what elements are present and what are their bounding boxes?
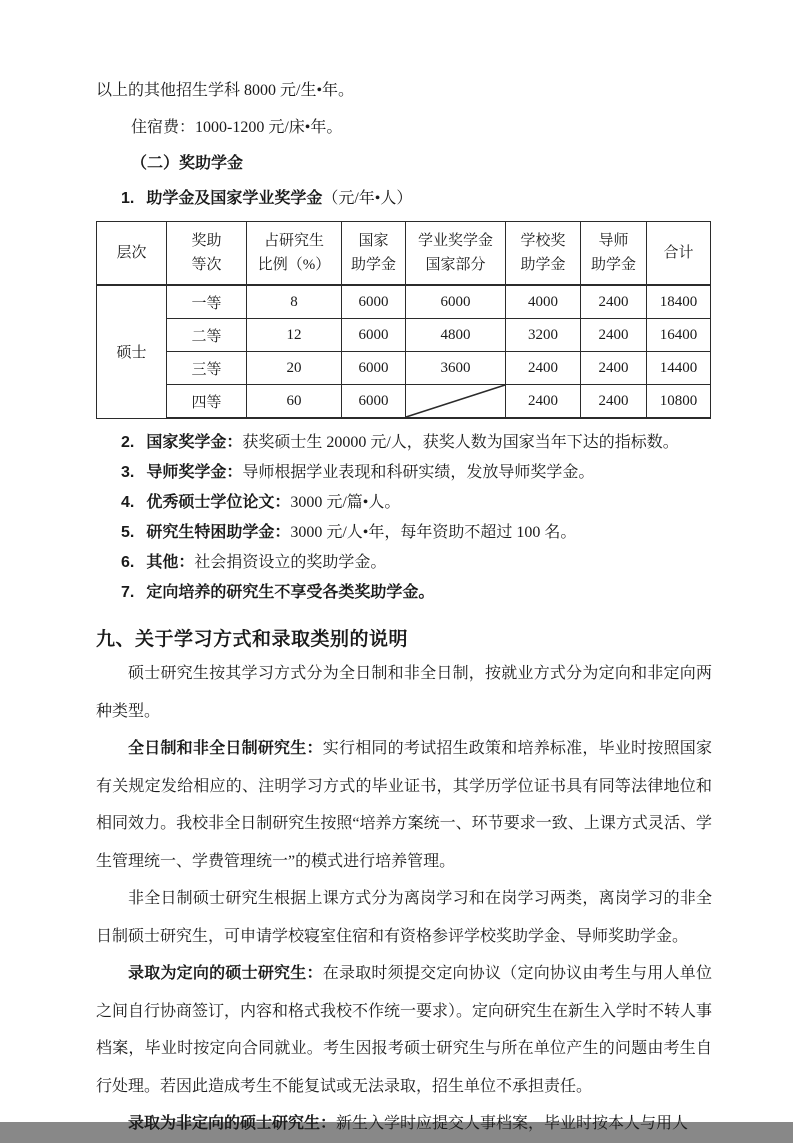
table-row [97,285,711,319]
header-level: 层次 [97,222,167,286]
table-cell: 一等 [167,285,247,319]
table-row [97,385,711,419]
table-cell: 14400 [647,352,711,385]
table-cell: 二等 [167,319,247,352]
diagonal-line [406,385,505,417]
table-cell: 4800 [406,319,506,352]
header-grade: 奖助 等次 [167,222,247,286]
table-cell: 6000 [342,385,406,419]
table-cell: 6000 [342,319,406,352]
table-cell: 60 [247,385,342,419]
table-cell: 4000 [506,285,581,319]
table-cell: 8 [247,285,342,319]
list-item-1-heading [96,184,712,214]
header-national-grant: 国家 助学金 [342,222,406,286]
table-cell: 2400 [581,319,647,352]
paragraph-parttime-classes: 非全日制硕士研究生根据上课方式分为离岗学习和在岗学习两类，离岗学习的非全日制硕士研究生，可申请学校寝室住宿和有资格参评学校奖助学金、导师奖助学金。 [96,890,712,945]
table-cell: 四等 [167,385,247,419]
table-cell: 3600 [406,352,506,385]
intro-line-2: 住宿费：1000-1200 元/床•年。 [131,119,343,136]
scholarship-items-list [96,428,712,608]
list-item-7: 7. 定向培养的研究生不享受各类奖助学金。 [121,584,435,601]
list-item-5: 5. 研究生特困助学金：3000 元/人•年，每年资助不超过 100 名。 [121,524,577,541]
table-row [97,352,711,385]
subsection-heading-scholarships: （二）奖助学金 [131,155,244,172]
table-row [97,319,711,352]
table-cell: 3200 [506,319,581,352]
table-cell: 16400 [647,319,711,352]
header-mentor-grant: 导师 助学金 [581,222,647,286]
cell-group-label: 硕士 [97,285,167,418]
table-cell: 12 [247,319,342,352]
table-cell: 6000 [342,352,406,385]
list-item-3: 3. 导师奖学金：导师根据学业表现和科研实绩，发放导师奖学金。 [121,464,595,481]
paragraph-nondirected-admission: 录取为非定向的硕士研究生：新生入学时应提交人事档案，毕业时按本人与用人 [128,1115,689,1132]
table-cell: 2400 [506,352,581,385]
header-ratio: 占研究生 比例（%） [247,222,342,286]
table-cell: 20 [247,352,342,385]
item-number: 1. [121,190,135,207]
table-cell: 18400 [647,285,711,319]
table-cell-empty-diagonal [406,385,506,419]
paragraph-directed-admission: 录取为定向的硕士研究生：在录取时须提交定向协议（定向协议由考生与用人单位之间自行协商签订，内容和格式我校不作统一要求）。定向研究生在新生入学时不转人事档案，毕业时按定向合同就业。考生因报考硕士研究生与所在单位产生的问题由考生自行处理。若因此造成考生不能复试或无法录取，招生单位不承担责任。 [96,965,713,1095]
header-total: 合计 [647,222,711,286]
intro-line-1: 以上的其他招生学科 8000 元/生•年。 [96,82,355,99]
header-school-grant: 学校奖 助学金 [506,222,581,286]
item-1-unit-note: （元/年•人） [322,190,413,207]
table-header-row [97,222,711,286]
table-cell: 2400 [581,285,647,319]
table-cell: 2400 [581,385,647,419]
item-1-title: 助学金及国家学业奖学金 [146,190,323,207]
paragraph-fulltime-parttime: 全日制和非全日制研究生：实行相同的考试招生政策和培养标准，毕业时按照国家有关规定发给相应的、注明学习方式的毕业证书，其学历学位证书具有同等法律地位和相同效力。我校非全日制研究生按照“培养方案统一、环节要求一致、上课方式灵活、学生管理统一、学费管理统一”的模式进行培养管理。 [96,740,712,870]
table-cell: 2400 [506,385,581,419]
list-item-2: 2. 国家奖学金：获奖硕士生 20000 元/人，获奖人数为国家当年下达的指标数。 [121,434,679,451]
scholarship-table [96,221,711,419]
table-cell: 2400 [581,352,647,385]
list-item-6: 6. 其他：社会捐资设立的奖助学金。 [121,554,387,571]
paragraph-study-modes: 硕士研究生按其学习方式分为全日制和非全日制，按就业方式分为定向和非定向两种类型。 [96,665,712,720]
header-academic-award: 学业奖学金 国家部分 [406,222,506,286]
section-heading-9: 九、关于学习方式和录取类别的说明 [96,629,409,650]
table-cell: 6000 [406,285,506,319]
table-cell: 三等 [167,352,247,385]
table-cell: 6000 [342,285,406,319]
list-item-4: 4. 优秀硕士学位论文：3000 元/篇•人。 [121,494,401,511]
table-cell: 10800 [647,385,711,419]
